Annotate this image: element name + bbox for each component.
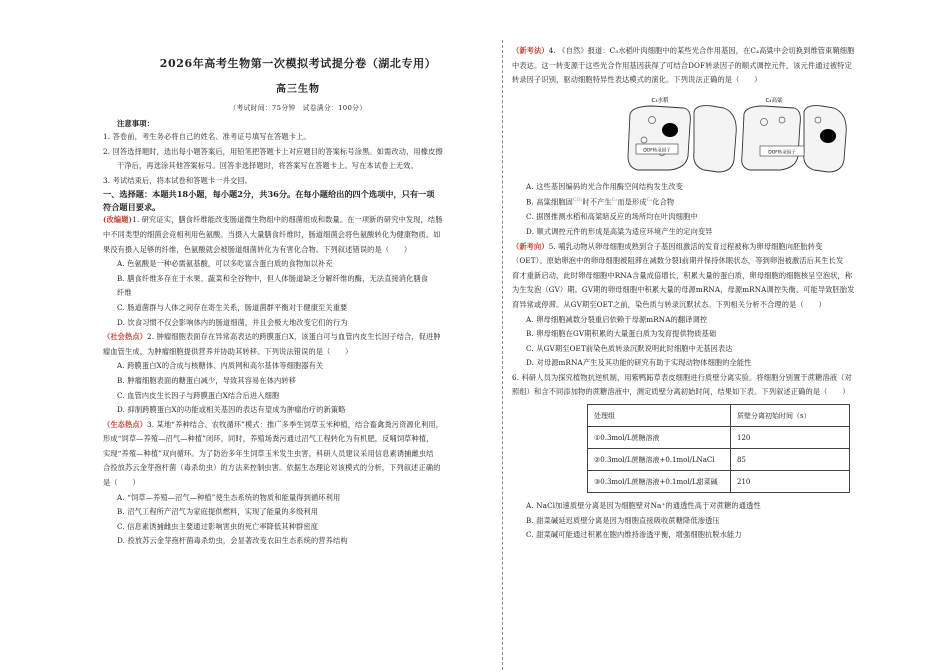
question-4-stem: 中表达。这一转变源于这些光合作用基因获得了可结合DOF转录因子的顺式调控元件，该元件通过被特定 — [512, 60, 852, 70]
cell-diagram-svg — [512, 90, 887, 176]
dof-label-right: DOF转录因子 — [768, 150, 796, 156]
question-tag: (改编题) — [103, 215, 133, 225]
question-5-stem: （OET）。原始卵泡中的卵母细胞被阻滞在减数分裂Ⅰ前期并保持休眠状态，等到卵泡被激活后其生长发 — [512, 256, 844, 266]
c3-rice-cells — [628, 96, 736, 172]
option-c: C. 信息素诱捕雌虫主要通过影响害虫的死亡率降低其种群密度 — [117, 521, 319, 531]
mesophyll-cell — [742, 106, 801, 170]
nucleus-left — [662, 123, 678, 137]
question-3-stem: 合投放苏云金芽孢杆菌（毒杀幼虫）的方法来控制虫害。依据生态理论对该模式的分析，下列叙述正确的 — [103, 463, 441, 473]
question-2-stem: 瘤血管生成，为肿瘤细胞提供营养并协助其转移。下列说法错误的是（ ） — [103, 346, 353, 356]
table-header-cell: 处理组 — [588, 405, 731, 427]
question-5-stem: （新考向）5. 哺乳动物从卵母细胞成熟到合子基因组激活的发育过程被称为卵母细胞向胚胎转变 — [512, 241, 823, 251]
option-a: A. 色氨酸是一种必需氨基酸，可以多吃富含蛋白质的食物加以补充 — [117, 259, 333, 269]
note-item: 1. 答卷前，考生务必将自己的姓名、准考证号填写在答题卡上。 — [103, 132, 311, 141]
note-item: 干净后，再选涂其他答案标号。回答非选择题时，将答案写在答题卡上。写在本试卷上无效。 — [117, 161, 418, 171]
c4-sorghum-cells — [742, 96, 847, 172]
question-6-stem: 6. 科研人员为探究植物抗逆机制，用紫鸭跖草表皮细胞进行质壁分离实验。将细胞分别置于蔗糖溶液（对 — [512, 372, 852, 382]
question-3-stem: 是（ ） — [103, 478, 140, 488]
question-1-stem: 果没有摄入足够的纤维，色氨酸就会被肠道细菌转化为有害化合物。下列叙述错误的是（ ） — [103, 244, 412, 254]
nucleus-right — [820, 129, 836, 143]
option-d: D. 投放苏云金芽孢杆菌毒杀幼虫，会显著改变农田生态系统的营养结构 — [117, 536, 348, 546]
mesophyll-cell — [628, 106, 690, 170]
table-cell: 120 — [731, 427, 850, 449]
question-1-stem: (改编题)1. 研究证实，膳食纤维能改变肠道微生物组中的细菌组成和数量。在一项新的研究中发现，结肠 — [103, 215, 443, 225]
question-3-stem: 形成“饲草—养殖—沼气—种植”闭环，同时，养殖场粪污通过沼气工程转化为有机肥，反哺饲草种植， — [103, 434, 434, 444]
c4-formula: C₄ — [646, 198, 653, 204]
results-table — [587, 404, 850, 493]
question-1-stem: 中不同类型的细菌会竞相利用色氨酸。当摄入大量膳食纤维时，肠道细菌会将色氨酸转化为健康物质。如 — [103, 229, 441, 239]
question-3-stem: 实现“养殖—种植”双向循环。为了防治多年生饲草玉米发生虫害，科研人员建议采用信息素诱捕雌虫结 — [103, 448, 434, 458]
question-3-stem: （生态热点）3. 某地“养种结合、农牧循环”模式：推广多季生饲草玉米种植，结合畜禽粪污资源化利用， — [103, 419, 444, 429]
option-c: C. 据图推测水稻和高粱暗反应的场所均在叶肉细胞中 — [526, 212, 698, 222]
question-4-stem: （新考法）4. 《自然》报道：C₃水稻叶肉细胞中的某些光合作用基因，在C₄高粱中会切换到维管束鞘细胞 — [512, 46, 855, 55]
option-b: B. 膳食纤维多存在于水果、蔬菜和全谷物中，但人体肠道缺乏分解纤维的酶，无法直接消化膳食 — [117, 273, 429, 283]
question-tag: （新考法） — [512, 46, 549, 55]
option-a: A. NaCl加速质壁分离是因为细胞壁对Na⁺的通透性高于对蔗糖的通透性 — [526, 501, 761, 511]
table-header-row — [588, 405, 850, 427]
column-divider — [502, 40, 503, 670]
table-cell: ③0.3mol/L蔗糖溶液+0.1mol/L甜菜碱 — [588, 471, 731, 493]
option-a: A. “饲草—养殖—沼气—种植”使生态系统的物质和能量得到循环利用 — [117, 492, 341, 502]
option-b: B. 肿瘤细胞表面的糖蛋白减少，导致其容易在体内转移 — [117, 375, 297, 385]
question-tag: （生态热点） — [103, 419, 148, 429]
option-c: C. 从GV期至OET前染色质转录沉默说明此时细胞中无基因表达 — [526, 343, 733, 353]
question-4-stem: 转录因子识别，驱动细胞特异性表达模式的演化。下列说法正确的是（ ） — [512, 75, 762, 85]
table-row — [588, 427, 850, 449]
option-b: B. 沼气工程所产沼气为家庭提供燃料，实现了能量的多级利用 — [117, 507, 319, 517]
option-c: C. 甜菜碱可能通过积累在胞内维持渗透平衡，增强细胞抗脱水能力 — [526, 530, 742, 540]
page-subtitle: 高三生物 — [276, 84, 320, 95]
c3-formula: C₃ — [611, 198, 618, 204]
question-tag: （新考向） — [512, 241, 549, 251]
question-6-stem: 照组）和含不同添加物的蔗糖溶液中，测定质壁分离初始时间，结果如下表。下列叙述正确的是（ ） — [512, 387, 850, 397]
c3-label: C₃水稻 — [651, 97, 669, 104]
option-d: D. 抑制跨膜蛋白X的功能或相关基因的表达有望成为肿瘤治疗的新策略 — [117, 405, 346, 415]
option-a: A. 这些基因编码的光合作用酶空间结构发生改变 — [526, 181, 683, 191]
option-c: C. 肠道菌群与人体之间存在寄生关系，肠道菌群平衡对于健康至关重要 — [117, 302, 348, 312]
right-content — [512, 44, 887, 543]
table-row — [588, 471, 850, 493]
table-cell: 85 — [731, 449, 850, 471]
right-column — [512, 0, 887, 672]
table-cell: ①0.3mol/L蔗糖溶液 — [588, 427, 731, 449]
option-d: D. 顺式调控元件的形成是高粱为适应环境产生的定向变异 — [526, 226, 713, 236]
option-a: A. 卵母细胞减数分裂重启依赖于母源mRNA的翻译调控 — [526, 314, 708, 324]
option-d: D. 对母源mRNA产生及其功能的研究有助于实现动物体细胞的全能性 — [526, 358, 752, 368]
option-c: C. 血管内皮生长因子与跨膜蛋白X结合后进入细胞 — [117, 390, 280, 400]
section-heading-cont: 符合题目要求。 — [103, 201, 161, 212]
option-d: D. 饮食习惯不仅会影响体内的肠道细菌，并且会极大地改变它们的行为 — [117, 317, 348, 327]
note-item: 3. 考试结束后，将本试卷和答题卡一并交回。 — [103, 175, 253, 185]
option-b: B. 高粱细胞固$^{CO_2}$时不产生$^{C_3}$而是形成$^{C_4}$化合物 — [526, 197, 675, 207]
option-b: B. 甜菜碱延迟质壁分离是因为细胞直接吸收蔗糖降低渗透压 — [526, 515, 720, 525]
c4-label: C₄高粱 — [765, 97, 783, 104]
left-content — [103, 118, 493, 549]
question-5-stem: 为生发泡（GV）期。GV期的卵母细胞中积累大量的母源mRNA，母源mRNA调控失衡，可能导致胚胎发 — [512, 285, 855, 295]
note-item: 2. 回答选择题时，选出每小题答案后，用铅笔把答题卡上对应题目的答案标号涂黑。如需改动，用橡皮擦 — [103, 146, 443, 156]
question-5-stem: 育才重新启动，此时卵母细胞中RNA含量成倍增长，积累大量的蛋白质，卵母细胞的细胞核呈空泡状，称 — [512, 270, 853, 280]
option-a: A. 跨膜蛋白X的合成与核糖体、内质网和高尔基体等细胞器有关 — [117, 361, 324, 371]
table-header-cell: 质壁分离初始时间（s） — [731, 405, 850, 427]
exam-info: （考试时间：75分钟 试卷满分：100分） — [229, 104, 367, 112]
option-b-cont: 纤维 — [117, 288, 132, 298]
question-2-stem: （社会热点）2. 肿瘤细胞表面存在异常高表达的跨膜蛋白X，该蛋白可与血管内皮生长因子结合，促进肿 — [103, 332, 441, 342]
table-row — [588, 449, 850, 471]
option-b: B. 卵母细胞在GV期积累的大量蛋白质为发育提供物质基础 — [526, 329, 717, 339]
notes-heading: 注意事项： — [117, 119, 154, 128]
co2-formula: CO₂ — [573, 198, 583, 204]
table-cell: ②0.3mol/L蔗糖溶液+0.1mol/LNaCl — [588, 449, 731, 471]
bundle-sheath-cell — [694, 105, 737, 171]
dof-label-left: DOF转录因子 — [643, 148, 671, 154]
question-tag: （社会热点） — [103, 332, 148, 342]
section-heading: 一、选择题：本题共18小题，每小题2分，共36分。在每小题给出的四个选项中，只有一项 — [103, 189, 435, 200]
cell-diagram — [512, 90, 887, 176]
question-5-stem: 育异常或停滞。从GV期至OET之前，染色质与转录沉默状态。下列相关分析不合理的是（ ） — [512, 299, 826, 309]
table-cell: 210 — [731, 471, 850, 493]
left-column — [103, 0, 493, 672]
page-title: 2026年高考生物第一次模拟考试提分卷（湖北专用） — [159, 57, 437, 70]
